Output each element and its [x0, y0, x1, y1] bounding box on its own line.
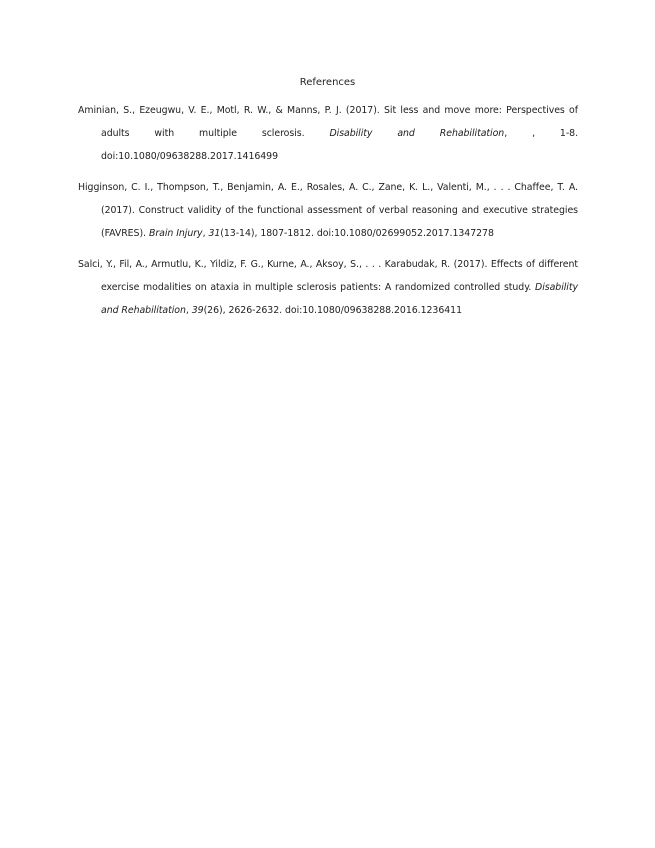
reference-entry: Salci, Y., Fil, A., Armutlu, K., Yildiz, F. G., Kurne, A., Aksoy, S., . . . Karabudak, R. (2017). Effects of different exercise modalities on ataxia in multiple sclerosis patients: A randomized controlled study. Disability and Rehabilitation, 39(26), 2626-2632. doi:10.1080/09638288.2016.1236411	[78, 259, 578, 316]
reference-volume: 31	[208, 228, 221, 239]
reference-authors: Higginson, C. I., Thompson, T., Benjamin, A. E., Rosales, A. C., Zane, K. L., Valenti, M., . . . Chaffee, T. A. (2017). Construct validity of the functional assessment of verbal reasoning and executive strategies (FAVRES).	[78, 182, 578, 239]
reference-authors: Salci, Y., Fil, A., Armutlu, K., Yildiz, F. G., Kurne, A., Aksoy, S., . . . Karabudak, R. (2017). Effects of different exercise modalities on ataxia in multiple sclerosis patients: A randomized controlled study.	[78, 259, 578, 293]
reference-volume: 39	[191, 305, 204, 316]
reference-pages-doi: (26), 2626-2632. doi:10.1080/09638288.2016.1236411	[203, 305, 462, 316]
reference-list	[78, 99, 578, 330]
reference-journal: Disability and Rehabilitation	[329, 128, 505, 139]
reference-journal: Disability and Rehabilitation	[101, 282, 578, 316]
reference-entry	[78, 99, 578, 168]
reference-authors: Aminian, S., Ezeugwu, V. E., Motl, R. W., & Manns, P. J. (2017). Sit less and move more: Perspectives of adults with multiple sclerosis.	[78, 105, 578, 139]
page-title: References	[299, 77, 356, 88]
reference-pages-doi: (13-14), 1807-1812. doi:10.1080/02699052.2017.1347278	[220, 228, 494, 239]
reference-journal: Brain Injury	[148, 228, 203, 239]
reference-pages-doi: , 1-8. doi:10.1080/09638288.2017.1416499	[101, 128, 579, 162]
reference-entry: Higginson, C. I., Thompson, T., Benjamin, A. E., Rosales, A. C., Zane, K. L., Valenti, M., . . . Chaffee, T. A. (2017). Construct validity of the functional assessment of verbal reasoning and executive strategies (FAVRES). Brain Injury, 31(13-14), 1807-1812. doi:10.1080/02699052.2017.1347278	[78, 182, 578, 239]
reference-volume: ,	[504, 128, 533, 139]
